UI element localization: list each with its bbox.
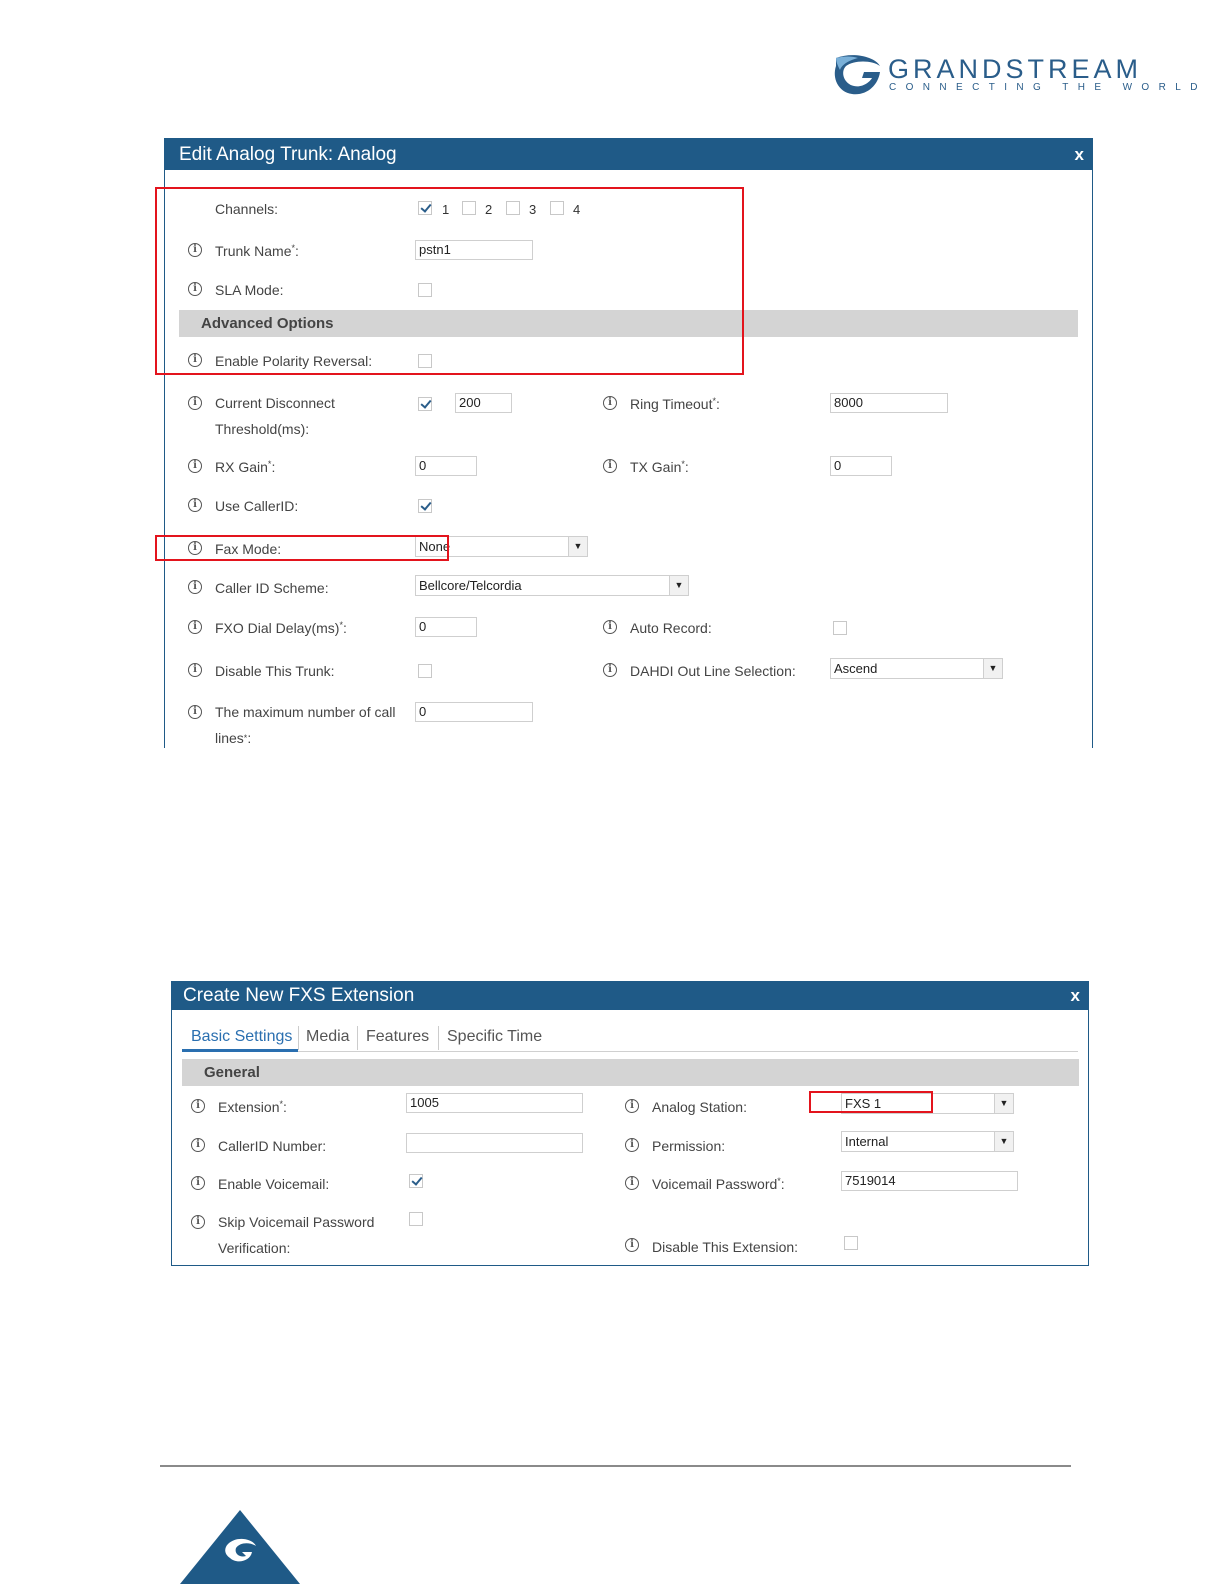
extension-label: Extension*: xyxy=(218,1099,287,1115)
general-header: General xyxy=(182,1059,1079,1086)
voicemail-password-label: Voicemail Password*: xyxy=(652,1176,785,1192)
tx-gain-label: TX Gain*: xyxy=(630,459,689,475)
tab-features[interactable]: Features xyxy=(366,1028,430,1045)
brand-tagline: CONNECTING THE WORLD xyxy=(889,82,1207,93)
info-icon[interactable]: i xyxy=(188,663,202,677)
trunk-name-input[interactable]: pstn1 xyxy=(415,240,533,260)
info-icon[interactable]: i xyxy=(188,620,202,634)
skip-vm-verification-checkbox[interactable] xyxy=(409,1212,423,1226)
info-icon[interactable]: i xyxy=(603,459,617,473)
info-icon[interactable]: i xyxy=(191,1099,205,1113)
info-icon[interactable]: i xyxy=(188,580,202,594)
callerid-scheme-select[interactable] xyxy=(415,575,689,596)
dropdown-arrow-icon: ▼ xyxy=(669,576,688,595)
permission-select[interactable] xyxy=(841,1131,1014,1152)
grandstream-logo-icon xyxy=(832,52,882,96)
voicemail-password-input[interactable]: 7519014 xyxy=(841,1171,1018,1191)
skip-vm-verification-label: Skip Voicemail Password Verification: xyxy=(218,1214,375,1256)
dialog-title-bar xyxy=(172,982,1088,1010)
highlight-box xyxy=(155,535,449,561)
dialog-title-bar xyxy=(165,139,1092,170)
rx-gain-input[interactable]: 0 xyxy=(415,456,477,476)
current-disconnect-input[interactable]: 200 xyxy=(455,393,512,413)
enable-voicemail-checkbox[interactable] xyxy=(409,1174,423,1188)
highlight-box xyxy=(155,187,744,375)
disable-extension-checkbox[interactable] xyxy=(844,1236,858,1250)
footer-divider xyxy=(160,1465,1071,1467)
info-icon[interactable]: i xyxy=(603,396,617,410)
channels-label: Channels: xyxy=(215,201,279,217)
auto-record-checkbox[interactable] xyxy=(833,621,847,635)
channel-3-label: 3 xyxy=(529,202,537,217)
fxo-dial-delay-label: FXO Dial Delay(ms)*: xyxy=(215,620,347,636)
info-icon[interactable]: i xyxy=(188,396,202,410)
rx-gain-label: RX Gain*: xyxy=(215,459,276,475)
footer-logo-icon xyxy=(180,1510,300,1584)
info-icon[interactable]: i xyxy=(625,1176,639,1190)
polarity-reversal-label: Enable Polarity Reversal: xyxy=(215,353,373,369)
fax-mode-value: None xyxy=(419,539,451,554)
tab-specific-time[interactable]: Specific Time xyxy=(447,1028,543,1045)
disable-trunk-label: Disable This Trunk: xyxy=(215,663,335,679)
create-fxs-extension-dialog xyxy=(171,981,1089,1266)
dahdi-out-value: Ascend xyxy=(834,661,878,676)
sla-mode-label: SLA Mode: xyxy=(215,282,284,298)
use-callerid-label: Use CallerID: xyxy=(215,498,299,514)
info-icon[interactable]: i xyxy=(603,620,617,634)
fax-mode-label: Fax Mode: xyxy=(215,541,282,557)
tab-divider xyxy=(438,1026,439,1050)
trunk-name-label: Trunk Name*: xyxy=(215,243,299,259)
dialog-title: Edit Analog Trunk: Analog xyxy=(179,144,397,165)
max-call-lines-input[interactable]: 0 xyxy=(415,702,533,722)
disable-trunk-checkbox[interactable] xyxy=(418,664,432,678)
callerid-scheme-label: Caller ID Scheme: xyxy=(215,580,329,596)
info-icon[interactable]: i xyxy=(191,1176,205,1190)
current-disconnect-label: Current Disconnect Threshold(ms): xyxy=(215,395,335,437)
advanced-options-header: Advanced Options xyxy=(179,310,1078,337)
close-button[interactable]: x xyxy=(1074,145,1084,164)
ring-timeout-label: Ring Timeout*: xyxy=(630,396,720,412)
dahdi-out-label: DAHDI Out Line Selection: xyxy=(630,663,796,679)
info-icon[interactable]: i xyxy=(625,1138,639,1152)
enable-voicemail-label: Enable Voicemail: xyxy=(218,1176,330,1192)
tab-divider xyxy=(357,1026,358,1050)
dropdown-arrow-icon: ▼ xyxy=(994,1094,1013,1113)
use-callerid-checkbox[interactable] xyxy=(418,499,432,513)
info-icon[interactable]: i xyxy=(603,663,617,677)
info-icon[interactable]: i xyxy=(625,1099,639,1113)
permission-value: Internal xyxy=(845,1134,889,1149)
ring-timeout-input[interactable]: 8000 xyxy=(830,393,948,413)
tx-gain-input[interactable]: 0 xyxy=(830,456,892,476)
dialog-title: Create New FXS Extension xyxy=(183,985,415,1006)
fxo-dial-delay-input[interactable]: 0 xyxy=(415,617,477,637)
info-icon[interactable]: i xyxy=(188,243,202,257)
auto-record-label: Auto Record: xyxy=(630,620,712,636)
info-icon[interactable]: i xyxy=(188,541,202,555)
info-icon[interactable]: i xyxy=(625,1238,639,1252)
dahdi-out-select[interactable] xyxy=(830,658,1003,679)
callerid-scheme-value: Bellcore/Telcordia xyxy=(419,578,522,593)
callerid-number-label: CallerID Number: xyxy=(218,1138,327,1154)
analog-station-label: Analog Station: xyxy=(652,1099,747,1115)
close-button[interactable]: x xyxy=(1070,986,1080,1005)
active-tab-underline xyxy=(182,1049,298,1052)
permission-label: Permission: xyxy=(652,1138,726,1154)
info-icon[interactable]: i xyxy=(188,705,202,719)
brand-name: GRANDSTREAM xyxy=(888,54,1143,84)
dropdown-arrow-icon: ▼ xyxy=(983,659,1002,678)
disable-extension-label: Disable This Extension: xyxy=(652,1239,799,1255)
tab-media[interactable]: Media xyxy=(306,1028,350,1045)
info-icon[interactable]: i xyxy=(188,498,202,512)
info-icon[interactable]: i xyxy=(191,1138,205,1152)
channel-1-label: 1 xyxy=(442,202,450,217)
channel-2-label: 2 xyxy=(485,202,493,217)
info-icon[interactable]: i xyxy=(188,353,202,367)
tab-bar-line xyxy=(298,1051,1078,1052)
max-call-lines-label: The maximum number of call lines*: xyxy=(215,704,396,746)
dropdown-arrow-icon: ▼ xyxy=(568,537,587,556)
dropdown-arrow-icon: ▼ xyxy=(994,1132,1013,1151)
info-icon[interactable]: i xyxy=(188,459,202,473)
info-icon[interactable]: i xyxy=(191,1215,205,1229)
current-disconnect-checkbox[interactable] xyxy=(418,397,432,411)
callerid-number-input[interactable] xyxy=(406,1133,583,1153)
tab-basic-settings[interactable]: Basic Settings xyxy=(191,1028,293,1045)
highlight-box xyxy=(809,1091,933,1113)
extension-input[interactable]: 1005 xyxy=(406,1093,583,1113)
info-icon[interactable]: i xyxy=(188,282,202,296)
channel-4-label: 4 xyxy=(573,202,581,217)
analog-station-value: FXS 1 xyxy=(845,1096,882,1111)
tab-divider xyxy=(298,1026,299,1050)
